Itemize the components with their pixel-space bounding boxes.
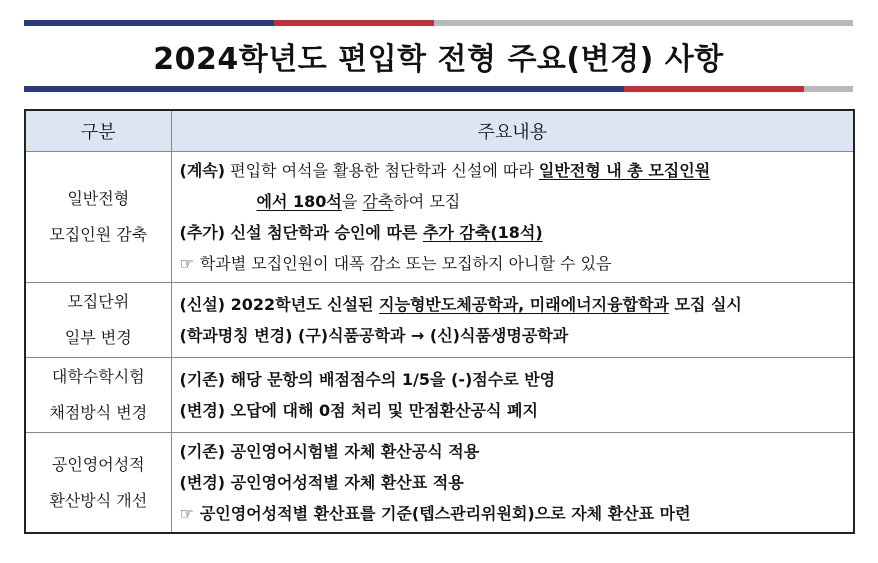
row-category: 모집단위 일부 변경 [25,283,171,358]
page-title: 2024학년도 편입학 전형 주요(변경) 사항 [153,42,724,77]
table-row [25,152,854,283]
content-line: (학과명칭 변경) (구)식품공학과 → (신)식품생명공학과 [179,326,569,345]
row-category: 대학수학시험 채점방식 변경 [25,358,171,433]
content-line: (계속) 편입학 여석을 활용한 첨단학과 신설에 따라 일반전형 내 총 모집인원 [179,161,711,180]
pointing-hand-icon: ☞ [179,504,194,523]
content-line: (변경) 오답에 대해 0점 처리 및 만점환산공식 폐지 [179,401,538,420]
header-content: 주요내용 [171,110,854,152]
pointing-hand-icon: ☞ [179,254,194,273]
table-row [25,283,854,358]
row-category: 일반전형 모집인원 감축 [25,152,171,283]
row-content [171,358,854,433]
content-line: (추가) 신설 첨단학과 승인에 따른 추가 감축(18석) [179,223,543,242]
content-line: (기존) 해당 문항의 배점점수의 1/5을 (-)점수로 반영 [179,370,556,389]
header-category: 구분 [25,110,171,152]
title-bottom-bar [24,86,853,92]
row-content [171,433,854,534]
content-line: ☞ 공인영어성적별 환산표를 기준(텝스관리위원회)으로 자체 환산표 마련 [180,498,846,529]
content-line: (기존) 공인영어시험별 자체 환산공식 적용 [179,442,480,461]
table-row [25,433,854,534]
table-header-row [25,110,854,152]
title-top-bar [24,20,853,26]
row-content [171,152,854,283]
content-line: (변경) 공인영어성적별 자체 환산표 적용 [179,473,464,492]
row-category: 공인영어성적 환산방식 개선 [25,433,171,534]
content-line: ☞ 학과별 모집인원이 대폭 감소 또는 모집하지 아니할 수 있음 [180,248,846,279]
changes-table [24,109,855,534]
row-content [171,283,854,358]
content-line: (신설) 2022학년도 신설된 지능형반도체공학과, 미래에너지융합학과 모집 실시 [179,295,742,314]
content-line: 에서 180석을 감축하여 모집 [256,192,461,211]
table-row [25,358,854,433]
